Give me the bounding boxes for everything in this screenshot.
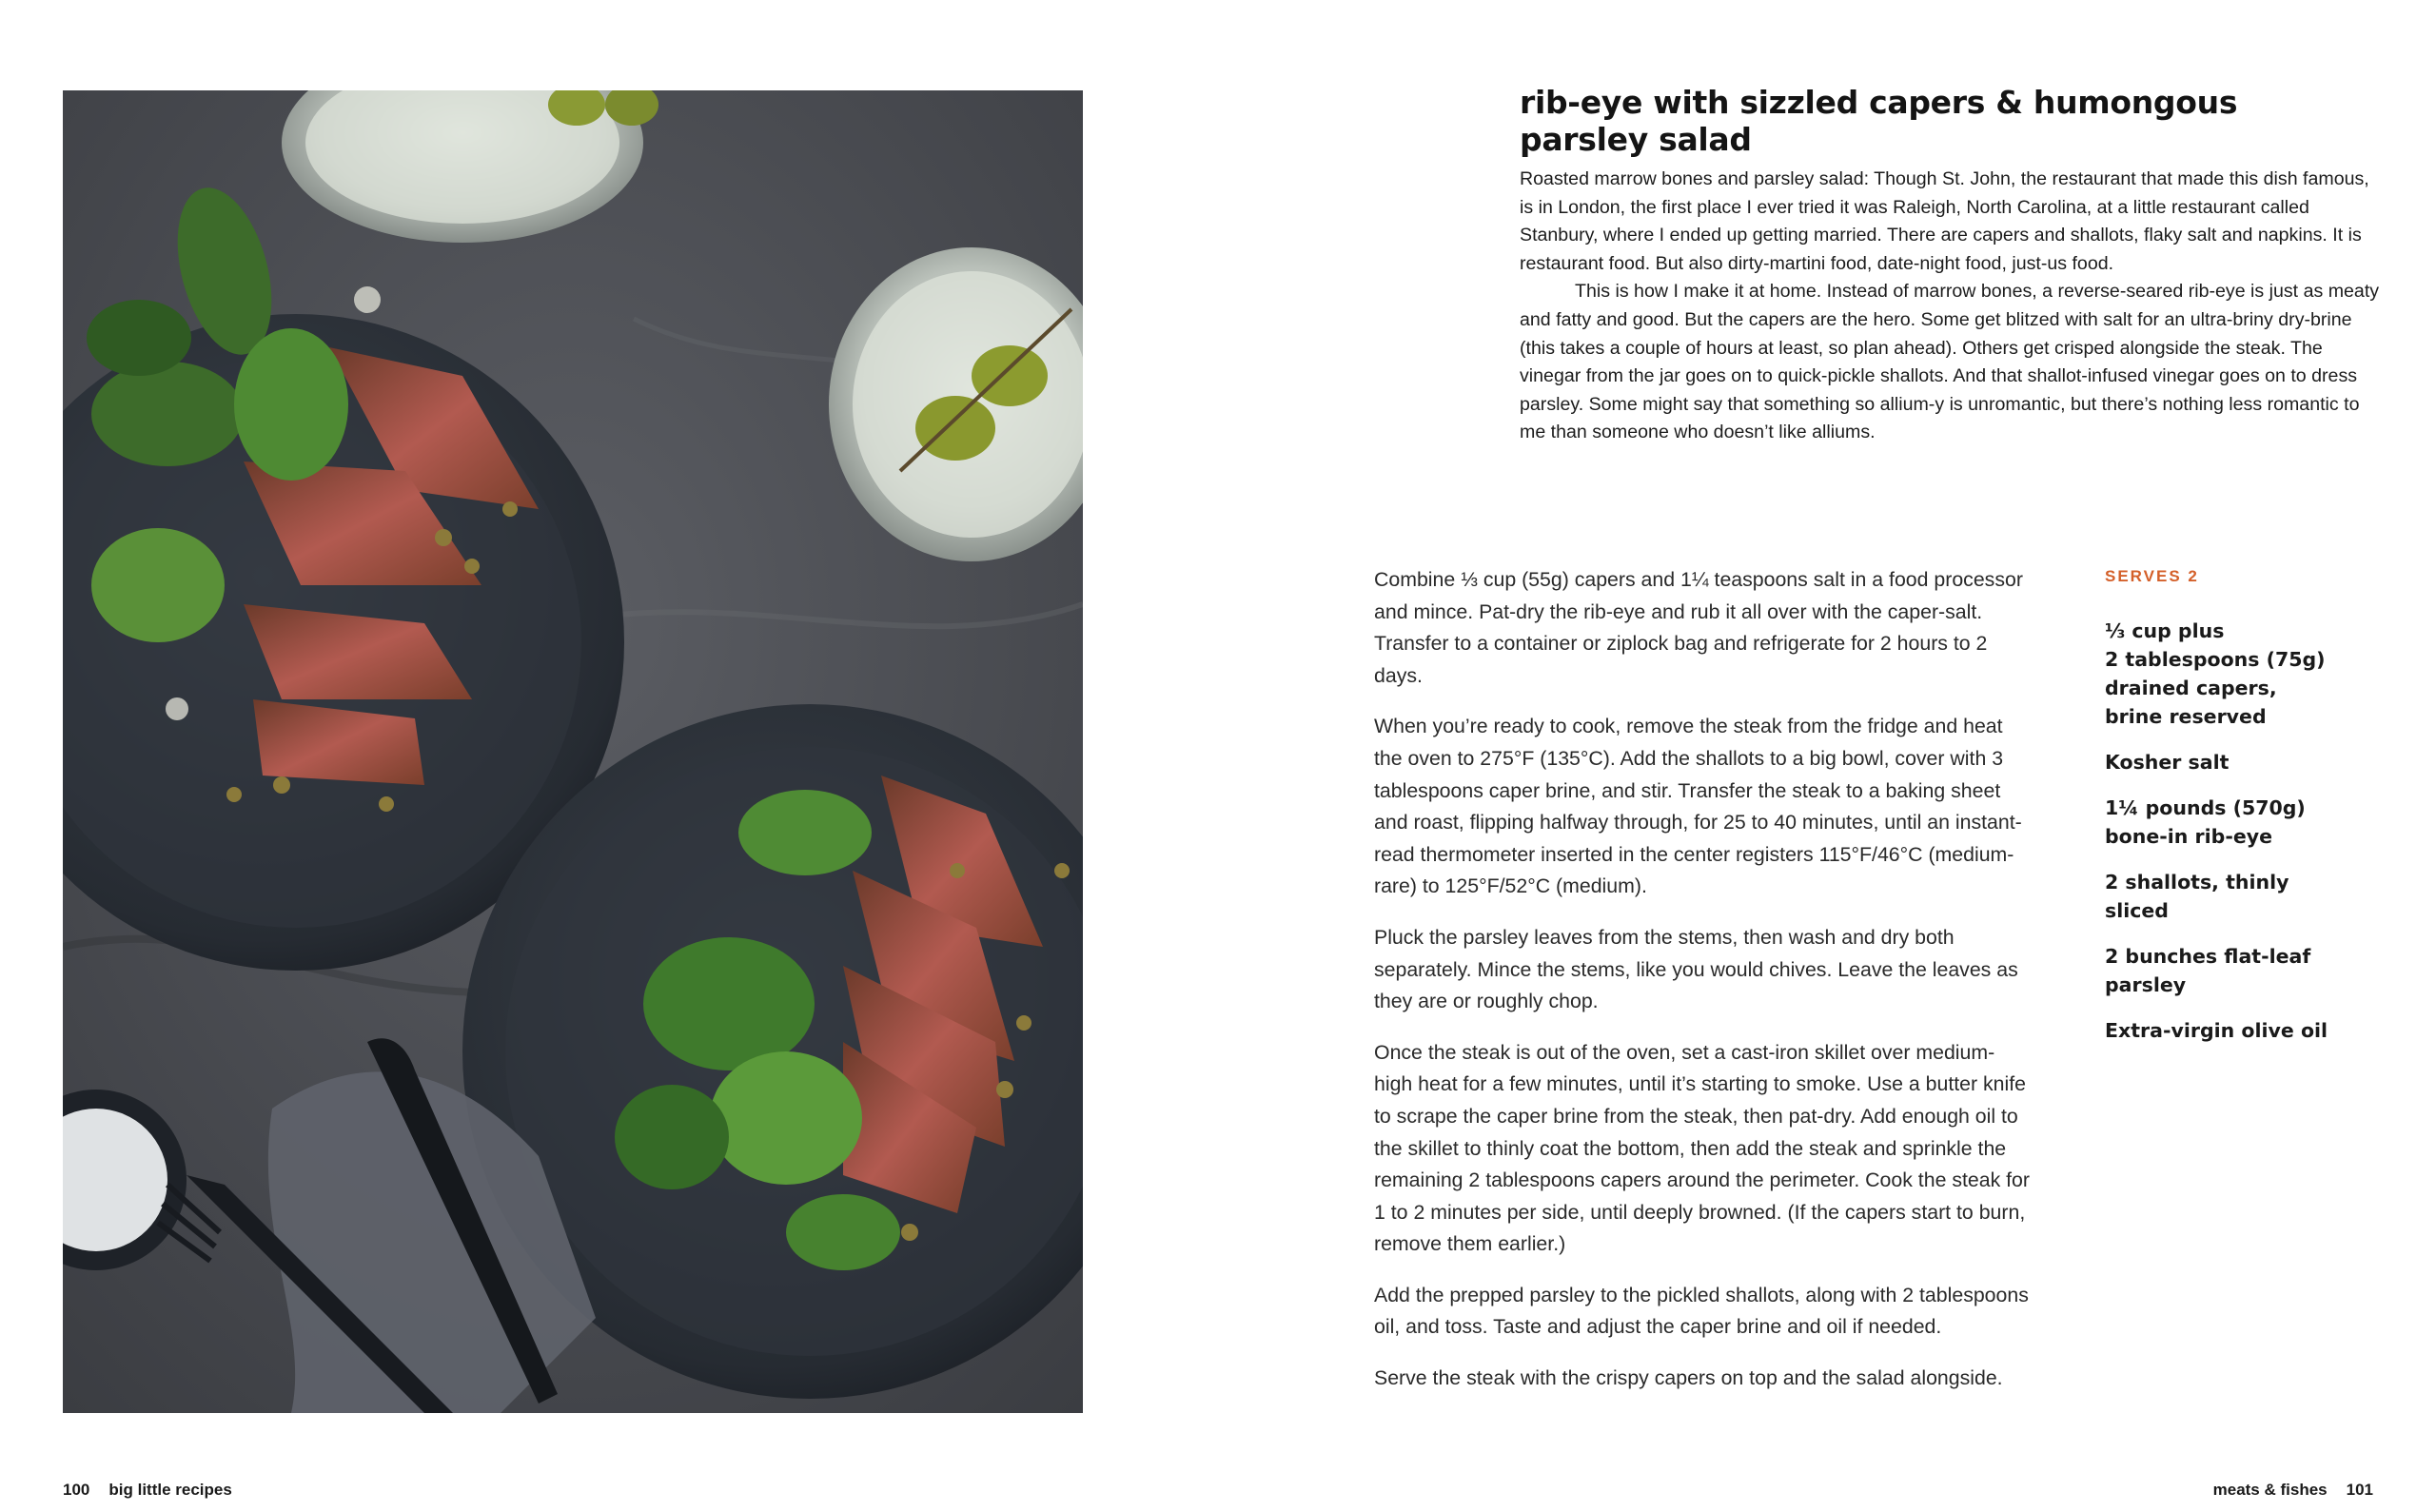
section-title: meats & fishes: [2212, 1481, 2328, 1499]
ingredient-item: Kosher salt: [2105, 751, 2230, 774]
ingredient-list: [2105, 617, 2352, 1062]
method-step: Once the steak is out of the oven, set a cast-iron skillet over medium-high heat for a few minutes, until it’s starting to smoke. Use a butter knife to scrape the caper brine from the steak, then pat-dry. Add enough oil to the skillet to thinly coat the bottom, then add the steak and sprinkle the remaining 2 tablespoons capers around the perimeter. Cook the steak for 1 to 2 minutes per side, until deeply browned. (If the capers start to burn, remove them earlier.): [1374, 1040, 2030, 1256]
recipe-photo: [63, 90, 1083, 1413]
recipe-intro: [1520, 166, 2382, 447]
intro-paragraph: This is how I make it at home. Instead of marrow bones, a reverse-seared rib-eye is just as meaty and fatty and good. But the capers are the hero. Some get blitzed with salt for an ultra-briny dry-brine (this takes a couple of hours at least, so plan ahead). Others get crisped alongside the steak. The vinegar from the jar goes on to quick-pickle shallots. And that shallot-infused vinegar goes on to dress parsley. Some might say that something so allium-y is unromantic, but there’s nothing less romantic to me than someone who doesn’t like alliums.: [1520, 281, 2380, 443]
book-title: big little recipes: [108, 1481, 232, 1499]
recipe-title: rib-eye with sizzled capers & humongous parsley salad: [1520, 84, 2238, 158]
ingredient-item: 2 shallots, thinly sliced: [2105, 871, 2289, 922]
recipe-method: [1374, 564, 2031, 1414]
right-page-footer: [2213, 1481, 2373, 1500]
method-step: Serve the steak with the crispy capers on top and the salad alongside.: [1374, 1366, 2003, 1390]
method-step: Add the prepped parsley to the pickled shallots, along with 2 tablespoons oil, and toss. Taste and adjust the caper brine and oil if needed.: [1374, 1283, 2029, 1339]
method-step: When you’re ready to cook, remove the steak from the fridge and heat the oven to 275°F (135°C). Add the shallots to a big bowl, cover with 3 tablespoons caper brine, and stir. Transfer the steak to a baking sheet and roast, flipping halfway through, for 25 to 40 minutes, until an instant-read thermometer inserted in the center registers 115°F/46°C (medium-rare) to 125°F/52°C (medium).: [1374, 715, 2022, 898]
ingredient-item: Extra-virgin olive oil: [2105, 1019, 2328, 1042]
serves-label: SERVES 2: [2105, 567, 2199, 585]
left-page-number: 100: [63, 1481, 90, 1499]
ingredient-item: 1¼ pounds (570g) bone-in rib-eye: [2105, 796, 2306, 848]
steak-plates-image: [63, 90, 1083, 1413]
method-step: Combine ⅓ cup (55g) capers and 1¼ teaspoons salt in a food processor and mince. Pat-dry the rib-eye and rub it all over with the caper-salt. Transfer to a container or ziplock bag and refrigerate for 2 hours to 2 days.: [1374, 568, 2023, 687]
ingredient-item: ⅓ cup plus 2 tablespoons (75g) drained capers, brine reserved: [2105, 619, 2326, 728]
left-page-footer: [63, 1481, 232, 1500]
ingredient-item: 2 bunches flat-leaf parsley: [2105, 945, 2311, 996]
method-step: Pluck the parsley leaves from the stems, then wash and dry both separately. Mince the stems, like you would chives. Leave the leaves as they are or roughly chop.: [1374, 925, 2018, 1013]
intro-paragraph: Roasted marrow bones and parsley salad: Though St. John, the restaurant that made this dish famous, is in London, the first place I ever tried it was Raleigh, North Carolina, at a little restaurant called Stanbury, where I ended up getting married. There are capers and shallots, flaky salt and napkins. It is restaurant food. But also dirty-martini food, date-night food, just-us food.: [1520, 168, 2369, 274]
right-page-number: 101: [2346, 1481, 2373, 1499]
